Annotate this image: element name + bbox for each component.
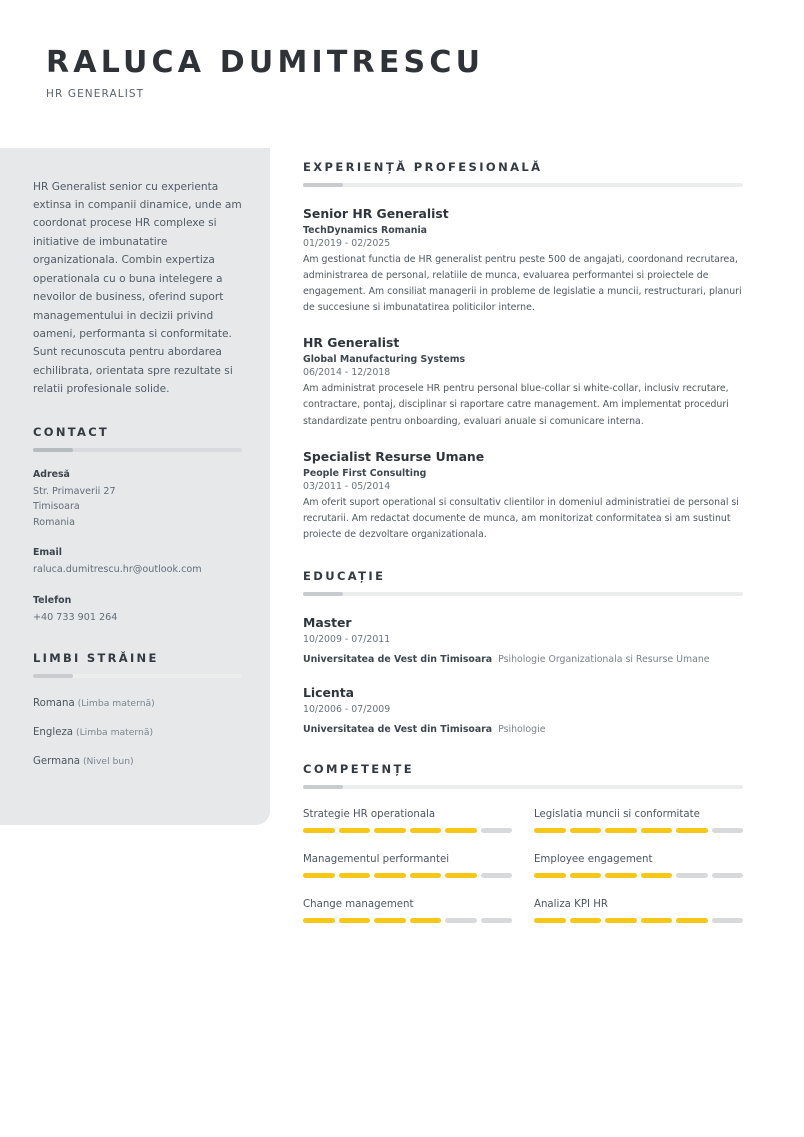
skill-rating-segment xyxy=(641,873,673,878)
experience-description: Am oferit suport operational si consultativ clientilor in domeniul administratiei de personal si recrutarii. Am redactat documente de munca, am monitorizat conformitatea si am sustinut proiecte de dezvoltare organizationala. xyxy=(303,496,739,541)
education-dates: 10/2006 - 07/2009 xyxy=(303,704,391,716)
education-field: Psihologie Organizationala si Resurse Umane xyxy=(498,654,710,666)
skill-rating-segment xyxy=(641,918,673,923)
skill-rating-segment xyxy=(445,918,477,923)
skill-rating-bar xyxy=(303,828,512,833)
experience-entry xyxy=(303,206,743,317)
resume-header xyxy=(0,0,804,100)
skill-rating-segment xyxy=(374,918,406,923)
education-institution-row xyxy=(303,647,743,666)
experience-job-title: HR Generalist xyxy=(303,335,400,351)
skill-rating-segment xyxy=(534,873,566,878)
email-value[interactable]: raluca.dumitrescu.hr@outlook.com xyxy=(33,564,202,576)
experience-heading: EXPERIENȚĂ PROFESIONALĂ xyxy=(303,159,543,174)
contact-heading: CONTACT xyxy=(33,424,110,439)
sidebar xyxy=(0,148,270,826)
skill-rating-segment xyxy=(374,828,406,833)
education-entry xyxy=(303,685,743,736)
language-item xyxy=(33,698,242,709)
skill-rating-segment xyxy=(712,873,744,878)
skill-rating-segment xyxy=(534,918,566,923)
language-level: (Limba maternă) xyxy=(73,727,154,739)
experience-list xyxy=(303,206,743,544)
experience-job-title: Senior HR Generalist xyxy=(303,205,449,221)
skills-divider xyxy=(303,785,743,789)
language-name: Germana xyxy=(33,756,81,768)
experience-entry xyxy=(303,449,743,544)
experience-company: Global Manufacturing Systems xyxy=(303,354,466,366)
skill-item xyxy=(303,854,512,878)
skill-rating-segment xyxy=(481,918,513,923)
language-name: Engleza xyxy=(33,727,74,739)
language-item xyxy=(33,727,242,738)
skill-rating-segment xyxy=(481,828,513,833)
skill-rating-segment xyxy=(410,918,442,923)
experience-job-title: Specialist Resurse Umane xyxy=(303,448,485,464)
experience-dates: 01/2019 - 02/2025 xyxy=(303,237,391,249)
address-label: Adresă xyxy=(33,468,70,480)
skill-rating-segment xyxy=(712,918,744,923)
skill-name: Analiza KPI HR xyxy=(534,899,608,911)
skill-rating-segment xyxy=(534,828,566,833)
skill-rating-segment xyxy=(605,828,637,833)
education-institution-row xyxy=(303,717,743,736)
skill-rating-bar xyxy=(303,918,512,923)
skill-item xyxy=(303,809,512,833)
education-section xyxy=(303,569,743,736)
skill-rating-segment xyxy=(676,918,708,923)
language-level: (Limba maternă) xyxy=(74,698,155,710)
skill-rating-segment xyxy=(605,873,637,878)
skill-rating-segment xyxy=(605,918,637,923)
experience-company: People First Consulting xyxy=(303,467,427,479)
languages-heading: LIMBI STRĂINE xyxy=(33,651,159,666)
language-name: Romana xyxy=(33,698,75,710)
skill-rating-segment xyxy=(303,873,335,878)
experience-section xyxy=(303,160,743,544)
education-entry xyxy=(303,615,743,666)
skill-rating-segment xyxy=(339,873,371,878)
skill-rating-segment xyxy=(712,828,744,833)
education-degree: Master xyxy=(303,615,352,631)
education-dates: 10/2009 - 07/2011 xyxy=(303,634,391,646)
languages-section xyxy=(33,651,242,767)
main-column xyxy=(303,160,743,950)
education-institution: Universitatea de Vest din Timisoara xyxy=(303,654,493,666)
skill-rating-segment xyxy=(445,828,477,833)
skills-section xyxy=(303,762,743,923)
skill-rating-segment xyxy=(481,873,513,878)
phone-value[interactable]: +40 733 901 264 xyxy=(33,611,118,623)
skill-rating-segment xyxy=(570,828,602,833)
experience-description: Am administrat procesele HR pentru personal blue-collar si white-collar, inclusiv recrutare, contractare, pontaj, disciplinar si raportare catre management. Am implementat proceduri standardizate pentru onboarding, evaluari anuale si comunicare interna. xyxy=(303,383,729,427)
skill-name: Managementul performantei xyxy=(303,854,450,866)
address-line-1: Str. Primaverii 27 xyxy=(33,485,116,497)
education-field: Psihologie xyxy=(498,724,546,736)
education-divider xyxy=(303,592,743,596)
skill-rating-segment xyxy=(445,873,477,878)
education-degree: Licenta xyxy=(303,685,354,701)
email-block xyxy=(33,547,242,578)
skill-rating-segment xyxy=(676,828,708,833)
skill-rating-bar xyxy=(534,873,743,878)
skill-rating-segment xyxy=(410,828,442,833)
skill-rating-segment xyxy=(374,873,406,878)
address-line-2: Timisoara xyxy=(33,501,80,513)
job-title-subtitle: HR GENERALIST xyxy=(46,87,145,100)
experience-dates: 06/2014 - 12/2018 xyxy=(303,367,391,379)
skills-grid xyxy=(303,809,743,923)
experience-dates: 03/2011 - 05/2014 xyxy=(303,480,391,492)
experience-company: TechDynamics Romania xyxy=(303,224,427,236)
contact-divider xyxy=(33,448,242,452)
skill-rating-bar xyxy=(534,918,743,923)
page-title: RALUCA DUMITRESCU xyxy=(46,45,485,80)
email-label: Email xyxy=(33,547,62,559)
skill-rating-segment xyxy=(410,873,442,878)
address-block xyxy=(33,469,242,531)
phone-block xyxy=(33,595,242,626)
language-item xyxy=(33,756,242,767)
skill-rating-segment xyxy=(303,918,335,923)
language-level: (Nivel bun) xyxy=(80,756,134,768)
skill-rating-segment xyxy=(570,873,602,878)
contact-section xyxy=(33,425,242,626)
profile-summary: HR Generalist senior cu experienta extinsa in companii dinamice, unde am coordonat procese HR complexe si initiative de imbunatatire organizationala. Combin expertiza operationala cu o buna intelegere a nevoilor de business, oferind suport managementului in decizii privind oameni, performanta si conformitate. Sunt recunoscuta pentru abordarea echilibrata, orientata spre rezultate si relatii profesionale solide. xyxy=(33,180,242,396)
experience-entry xyxy=(303,335,743,430)
experience-divider xyxy=(303,183,743,187)
education-list xyxy=(303,615,743,736)
languages-divider xyxy=(33,674,242,678)
education-heading: EDUCAȚIE xyxy=(303,569,386,584)
experience-description: Am gestionat functia de HR generalist pentru peste 500 de angajati, coordonand recrutarea, administrarea de personal, relatiile de munca, evaluarea performantei si proiectele de engagement. Am consiliat managerii in probleme de legislatie a muncii, restructurari, planuri de succesiune si imbunatatirea politicilor interne. xyxy=(303,253,742,314)
languages-list xyxy=(33,698,242,767)
phone-label: Telefon xyxy=(33,594,72,606)
skill-rating-segment xyxy=(676,873,708,878)
address-line-3: Romania xyxy=(33,516,75,528)
skill-rating-segment xyxy=(570,918,602,923)
skill-item xyxy=(303,899,512,923)
skill-name: Legislatia muncii si conformitate xyxy=(534,809,700,821)
skill-rating-segment xyxy=(339,828,371,833)
skills-heading: COMPETENȚE xyxy=(303,762,414,777)
skill-item xyxy=(534,854,743,878)
skill-rating-segment xyxy=(641,828,673,833)
skill-rating-segment xyxy=(303,828,335,833)
skill-item xyxy=(534,809,743,833)
skill-name: Change management xyxy=(303,899,414,911)
skill-name: Employee engagement xyxy=(534,854,653,866)
skill-name: Strategie HR operationala xyxy=(303,809,436,821)
skill-item xyxy=(534,899,743,923)
skill-rating-segment xyxy=(339,918,371,923)
education-institution: Universitatea de Vest din Timisoara xyxy=(303,724,493,736)
skill-rating-bar xyxy=(303,873,512,878)
skill-rating-bar xyxy=(534,828,743,833)
